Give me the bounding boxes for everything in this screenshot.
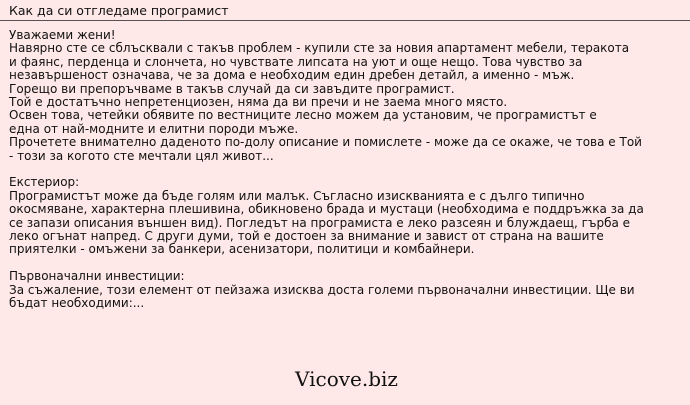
intro-line: незавършеност означава, че за дома е необходим един дребен детайл, а именно - мъж.: [9, 68, 575, 83]
intro-line: Горещо ви препоръчваме в такъв случай да си завъдите програмист.: [9, 81, 455, 96]
intro-line: Той е достатъчно непретенциозен, няма да ви пречи и не заема много място.: [9, 95, 508, 110]
intro-line: - този за когото сте мечтали цял живот...: [9, 148, 274, 163]
exterior-line: Програмистът може да бъде голям или малък. Съгласно изискванията е с дълго типично: [9, 188, 585, 203]
page-title: Как да си отгледаме програмист: [9, 3, 229, 18]
article-body: [9, 29, 685, 311]
intro-line: и фаянс, перденца и слончета, но чувствате липсата на уют и още нещо. Това чувство за: [9, 54, 583, 69]
investments-line: бъдат необходими:...: [9, 296, 145, 311]
exterior-line: приятелки - омъжени за банкери, асенизатори, политици и комбайнери.: [9, 242, 475, 257]
exterior-line: окосмяване, характерна плешивина, обикновено брада и мустаци (необходима е поддръжка за да: [9, 202, 644, 217]
paragraph-gap: [9, 163, 685, 176]
exterior-line: леко огънат напред. С други думи, той е достоен за внимание и завист от страна на вашите: [9, 229, 604, 244]
title-divider: [0, 20, 690, 21]
exterior-line: се запази описания външен вид). Погледът на програмиста е леко разсеян и блуждаещ, гърба е: [9, 215, 631, 230]
greeting: Уважаеми жени!: [9, 28, 116, 42]
watermark: Vicove.biz: [295, 367, 398, 391]
investments-heading: Първоначални инвестиции:: [9, 269, 185, 284]
intro-line: Освен това, четейки обявите по вестниците лесно можем да установим, че програмистът е: [9, 108, 597, 123]
investments-line: За съжаление, този елемент от пейзажа изисква доста големи първоначални инвестиции. Ще ви: [9, 282, 635, 297]
exterior-heading: Екстериор:: [9, 175, 80, 190]
intro-line: Навярно сте се сблъсквали с такъв проблем - купили сте за новия апартамент мебели, теракота: [9, 41, 630, 56]
intro-line: Прочетете внимателно даденото по-долу описание и помислете - може да се окаже, че това е Той: [9, 135, 642, 150]
paragraph-gap: [9, 257, 685, 270]
intro-line: една от най-модните и елитни породи мъже.: [9, 121, 299, 136]
